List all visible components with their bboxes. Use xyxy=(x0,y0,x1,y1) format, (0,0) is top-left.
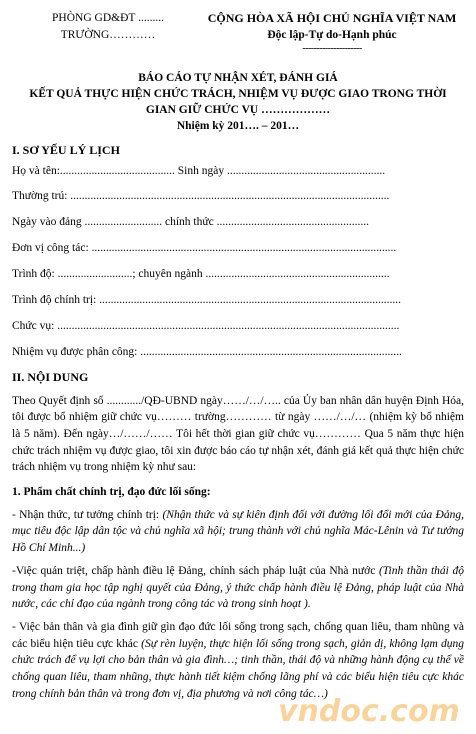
field-qualification: Trình độ: ..........................; chuyên ngành ................................................................ xyxy=(12,268,390,281)
field-work-unit: Đơn vị công tác: .......................................................................................................... xyxy=(12,242,397,255)
section-2-heading: II. NỘI DUNG xyxy=(12,370,89,385)
intro-paragraph: Theo Quyết định số ............/QĐ-UBND ngày……/…/….. của Ủy ban nhân dân huyện Định Hóa, tôi được bổ nhiệm giữ chức vụ……… trường………… từ ngày ……/…/… (nhiệm kỳ bổ nhiệm là 5 năm). Đến ngày…/……/…… Tôi hết thời gian giữ chức vụ………… Qua 5 năm thực hiện chức trách nhiệm vụ được giao, tôi xin được báo cáo tự nhận xét, đánh giá kết quả thực hiện chức trách nhiệm vụ trong nhiệm kỳ như sau: xyxy=(12,394,464,474)
party-rules-paragraph xyxy=(12,563,464,613)
political-awareness-text: - Nhận thức, tư tưởng chính trị: xyxy=(12,508,163,521)
motto: Độc lập-Tự do-Hạnh phúc xyxy=(267,29,397,42)
field-full-name: Họ và tên:........................................ Sinh ngày ....................................................... xyxy=(12,165,386,178)
watermark-logo: vndoc.com xyxy=(278,694,460,729)
header-right xyxy=(200,10,464,54)
political-awareness-paragraph xyxy=(12,507,464,557)
ethics-note: (Sự rèn luyện, thực hiện lối sống trong sạch, giản dị, không lạm dụng chức trách để vụ lợi cho bản thân và gia đình…; tinh thần, thái độ và những hành động cụ thể về chống quan liêu, tham nhũng, thực hành tiết kiệm chống lãng phí và các biểu hiện tiêu cực khác trong chính bản thân và trong đơn vị, địa phương và nơi công tác…) xyxy=(12,637,464,700)
field-residence: Thường trú: ............................................................................................................... xyxy=(12,190,390,203)
school-label: TRƯỜNG………… xyxy=(60,28,156,41)
field-position: Chức vụ: ....................................................................................................................... xyxy=(12,320,400,333)
report-body xyxy=(12,142,464,702)
field-political-level: Trình độ chính trị: ......................................................................................................... xyxy=(12,294,401,307)
party-rules-text: -Việc quán triệt, chấp hành điều lệ Đảng, chính sách pháp luật của Nhà nước xyxy=(12,564,379,577)
country-name: CỘNG HÒA XÃ HỘI CHỦ NGHĨA VIỆT NAM xyxy=(207,11,457,25)
section-1-heading: I. SƠ YẾU LÝ LỊCH xyxy=(12,143,120,157)
dept-label: PHÒNG GD&ĐT ......... xyxy=(52,12,164,24)
title-line-1: BÁO CÁO TỰ NHẬN XÉT, ĐÁNH GIÁ xyxy=(138,72,338,84)
term-line: Nhiệm kỳ 201…. – 201… xyxy=(176,120,300,133)
header-left xyxy=(28,10,188,43)
header-rule: --------------------- xyxy=(302,43,362,55)
title-line-3: GIAN GIỮ CHỨC VỤ ……………… xyxy=(145,104,331,117)
political-awareness-note: (Nhận thức và sự kiên định đối với đường lối đổi mới của Đảng, mục tiêu độc lập dân tộc và chủ nghĩa xã hội; trung thành với chủ nghĩa Mác-Lênin và Tư tưởng Hồ Chí Minh...) xyxy=(12,508,464,555)
ethics-text: - Việc bản thân và gia đình giữ gìn đạo đức lối sống trong sạch, chống quan liêu, tham nhũng và các biểu hiện tiêu cực khác xyxy=(12,620,464,650)
subsection-1-heading: 1. Phẩm chất chính trị, đạo đức lối sống: xyxy=(12,486,211,499)
title-line-2: KẾT QUẢ THỰC HIỆN CHỨC TRÁCH, NHIỆM VỤ ĐƯỢC GIAO TRONG THỜI xyxy=(29,88,447,101)
field-assigned-duty: Nhiệm vụ được phân công: ........................................................................................... xyxy=(12,346,402,359)
party-rules-note: (Tinh thần thái độ trong tham gia học tập nghị quyết của Đảng, ý thức chấp hành điều lệ Đảng, pháp luật của Nhà nước, các chỉ đạo của ngành trong công tác và trong sinh hoạt ). xyxy=(12,564,464,611)
report-title xyxy=(10,70,466,134)
field-party-date: Ngày vào đảng ........................... chính thức ..................................................... xyxy=(12,216,369,229)
